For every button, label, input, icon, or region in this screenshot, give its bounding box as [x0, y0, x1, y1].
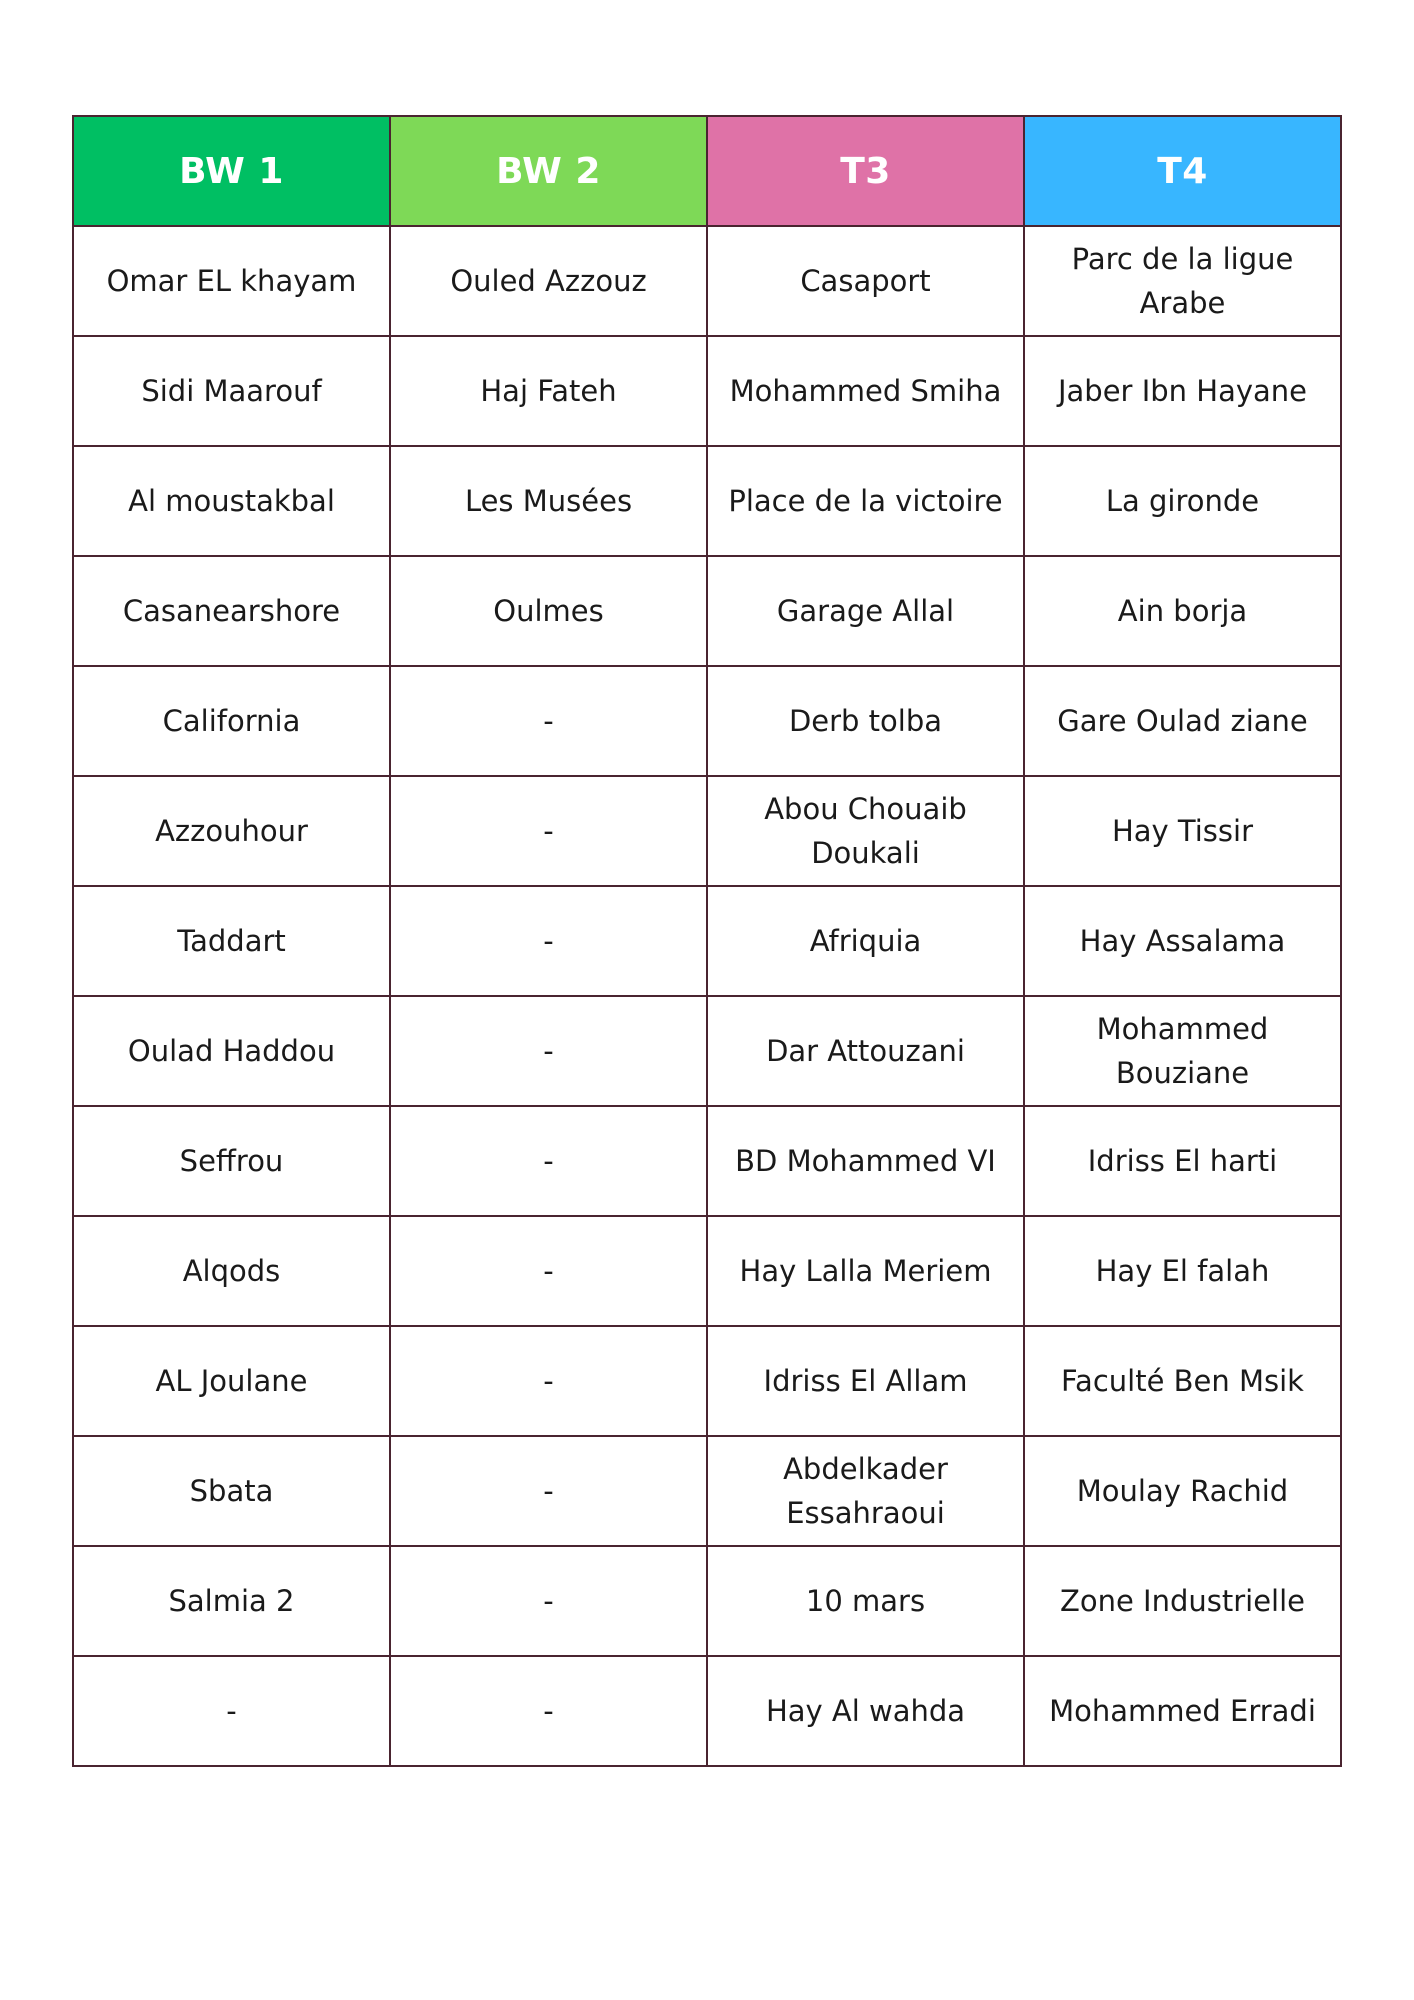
station-cell-bw1: Azzouhour — [73, 776, 390, 886]
station-cell-t4: Moulay Rachid — [1024, 1436, 1341, 1546]
station-cell-t4: Parc de la ligue Arabe — [1024, 226, 1341, 336]
station-cell-t4: Faculté Ben Msik — [1024, 1326, 1341, 1436]
column-header-t3: T3 — [707, 116, 1024, 226]
line-stations-table — [72, 115, 1342, 1767]
station-cell-t3: Place de la victoire — [707, 446, 1024, 556]
table-row — [73, 1216, 1341, 1326]
table-row — [73, 776, 1341, 886]
table-row — [73, 886, 1341, 996]
table-row — [73, 336, 1341, 446]
station-cell-bw1: AL Joulane — [73, 1326, 390, 1436]
station-cell-t3: Idriss El Allam — [707, 1326, 1024, 1436]
station-cell-bw2: Oulmes — [390, 556, 707, 666]
station-cell-t3: Garage Allal — [707, 556, 1024, 666]
station-cell-t3: Mohammed Smiha — [707, 336, 1024, 446]
station-cell-t3: BD Mohammed VI — [707, 1106, 1024, 1216]
station-cell-bw1: Alqods — [73, 1216, 390, 1326]
station-cell-t3: Derb tolba — [707, 666, 1024, 776]
station-cell-t4: Hay Tissir — [1024, 776, 1341, 886]
station-cell-bw2: - — [390, 886, 707, 996]
station-cell-bw1: Omar EL khayam — [73, 226, 390, 336]
station-cell-t4: Hay El falah — [1024, 1216, 1341, 1326]
table-row — [73, 1546, 1341, 1656]
station-cell-t3: Abou Chouaib Doukali — [707, 776, 1024, 886]
station-cell-bw2: - — [390, 1436, 707, 1546]
station-cell-bw2: Les Musées — [390, 446, 707, 556]
column-header-bw1: BW 1 — [73, 116, 390, 226]
station-cell-t4: Mohammed Bouziane — [1024, 996, 1341, 1106]
table-body — [73, 226, 1341, 1766]
station-cell-bw1: Oulad Haddou — [73, 996, 390, 1106]
station-cell-bw1: Casanearshore — [73, 556, 390, 666]
station-cell-bw1: Sbata — [73, 1436, 390, 1546]
table-row — [73, 556, 1341, 666]
station-cell-bw2: - — [390, 1656, 707, 1766]
station-cell-bw1: Sidi Maarouf — [73, 336, 390, 446]
station-cell-t4: Idriss El harti — [1024, 1106, 1341, 1216]
station-cell-bw1: Seffrou — [73, 1106, 390, 1216]
station-cell-t4: Gare Oulad ziane — [1024, 666, 1341, 776]
column-header-bw2: BW 2 — [390, 116, 707, 226]
station-cell-t4: Jaber Ibn Hayane — [1024, 336, 1341, 446]
station-cell-bw2: - — [390, 1326, 707, 1436]
station-cell-t3: 10 mars — [707, 1546, 1024, 1656]
station-cell-t4: Ain borja — [1024, 556, 1341, 666]
header-row — [73, 116, 1341, 226]
station-cell-t4: Mohammed Erradi — [1024, 1656, 1341, 1766]
table-row — [73, 1106, 1341, 1216]
station-cell-bw2: - — [390, 1106, 707, 1216]
table-row — [73, 666, 1341, 776]
column-header-t4: T4 — [1024, 116, 1341, 226]
station-cell-bw2: Ouled Azzouz — [390, 226, 707, 336]
station-cell-bw1: Al moustakbal — [73, 446, 390, 556]
station-cell-t3: Abdelkader Essahraoui — [707, 1436, 1024, 1546]
station-cell-bw1: - — [73, 1656, 390, 1766]
table-row — [73, 1326, 1341, 1436]
station-cell-bw2: - — [390, 996, 707, 1106]
station-cell-t3: Afriquia — [707, 886, 1024, 996]
table-row — [73, 446, 1341, 556]
station-cell-t4: Hay Assalama — [1024, 886, 1341, 996]
station-cell-t4: La gironde — [1024, 446, 1341, 556]
station-cell-t3: Hay Lalla Meriem — [707, 1216, 1024, 1326]
stations-sheet — [72, 115, 1342, 1767]
station-cell-t3: Dar Attouzani — [707, 996, 1024, 1106]
station-cell-bw1: Salmia 2 — [73, 1546, 390, 1656]
station-cell-bw2: - — [390, 776, 707, 886]
station-cell-bw2: - — [390, 666, 707, 776]
table-row — [73, 1436, 1341, 1546]
table-row — [73, 226, 1341, 336]
station-cell-bw1: Taddart — [73, 886, 390, 996]
station-cell-t3: Casaport — [707, 226, 1024, 336]
station-cell-bw1: California — [73, 666, 390, 776]
station-cell-t4: Zone Industrielle — [1024, 1546, 1341, 1656]
station-cell-bw2: - — [390, 1546, 707, 1656]
table-row — [73, 1656, 1341, 1766]
station-cell-bw2: Haj Fateh — [390, 336, 707, 446]
table-row — [73, 996, 1341, 1106]
station-cell-bw2: - — [390, 1216, 707, 1326]
station-cell-t3: Hay Al wahda — [707, 1656, 1024, 1766]
